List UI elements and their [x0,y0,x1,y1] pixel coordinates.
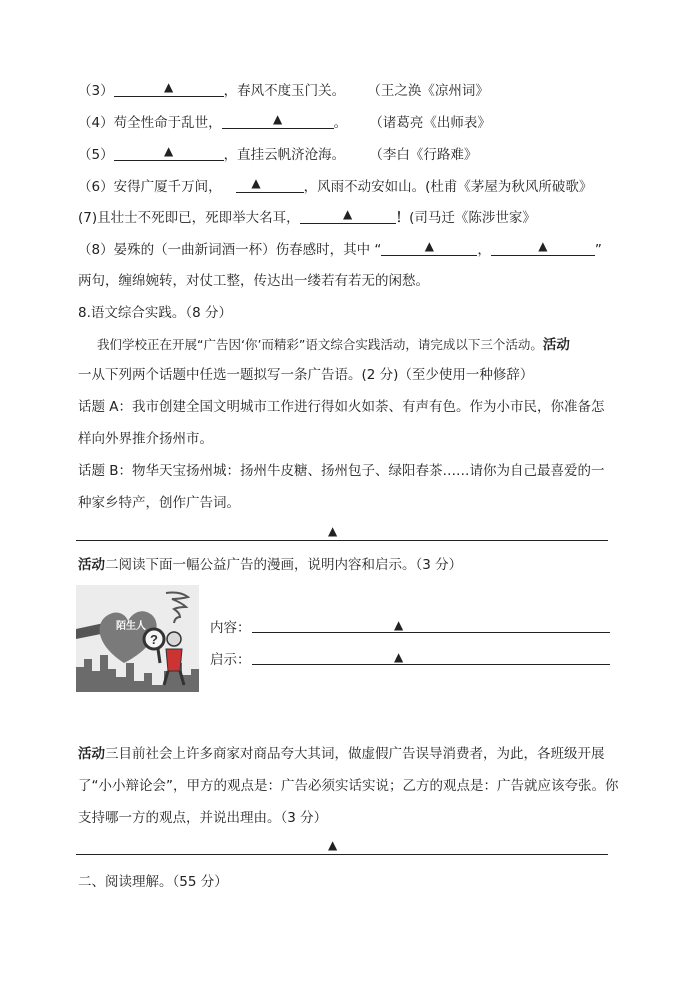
q7-source: (司马迁《陈涉世家》 [409,210,536,226]
marker-triangle-icon: ▲ [424,239,434,253]
section-2-title: 二、阅读理解。（55 分） [78,874,228,890]
marker-triangle-icon: ▲ [394,650,404,664]
topic-a-line2: 样向外界推介扬州市。 [78,431,213,447]
q8-before: （8）晏殊的（一曲新词酒一杯）伤春感时，其中 “ [78,242,382,258]
activity-2-text: 二阅读下面一幅公益广告的漫画，说明内容和启示。（3 分） [105,557,463,573]
answer-line-1[interactable] [76,539,608,541]
q4-blank[interactable] [222,113,334,129]
marker-triangle-icon: ▲ [272,112,283,126]
q4-number: （4） [78,115,114,131]
activity-1-text: 一从下列两个话题中任选一题拟写一条广告语。(2 分)（至少使用一种修辞） [78,367,534,383]
cartoon-image [76,585,199,692]
activity-3-line3: 支持哪一方的观点，并说出理由。（3 分） [78,810,328,826]
q7-blank[interactable] [300,208,396,224]
q4-after: 。 [333,115,348,131]
svg-text:?: ? [150,632,158,647]
q7-before: (7)且壮士不死即已，死即举大名耳， [78,210,300,226]
marker-triangle-icon: ▲ [538,239,548,253]
marker-triangle-icon: ▲ [343,207,353,221]
intro-text: 我们学校正在开展“广告因‘你’而精彩”语文综合实践活动，请完成以下三个活动。 [97,337,543,352]
q3-source: （王之涣《凉州词》 [367,83,489,99]
content-label: 内容： [210,620,251,636]
poem-q8 [78,240,602,260]
marker-triangle-icon: ▲ [163,144,174,158]
activity-intro [97,335,570,355]
poem-q7 [78,208,536,228]
q3-blank[interactable] [114,81,224,97]
q6-number: （6） [78,179,114,195]
activity-3-label: 活动 [78,746,105,762]
activity-2 [78,555,462,575]
q5-after: ，直挂云帆济沧海。 [223,147,346,163]
cartoon-label: 陌生人 [116,621,146,632]
q5-number: （5） [78,147,114,163]
q5-blank[interactable] [114,145,224,161]
q5-source: （李白《行路难》 [369,147,478,163]
q7-after: ！ [395,210,410,226]
activity-3-line2: 了“小小辩论会”，甲方的观点是：广告必须实话实说；乙方的观点是：广告就应该夸张。你 [78,778,619,794]
question-8-title: 8.语文综合实践。（8 分） [78,305,233,321]
insight-label: 启示： [210,652,251,668]
q4-before: 苟全性命于乱世， [113,115,222,131]
poem-q3 [78,81,489,101]
q8-line2: 两句，缠绵婉转，对仗工整，传达出一缕若有若无的闲愁。 [78,273,429,289]
q3-number: （3） [78,83,114,99]
q8-mid: ， [477,242,491,258]
q6-before: 安得广厦千万间， [113,179,222,195]
marker-triangle-icon: ▲ [328,838,338,852]
activity-1-label: 活动 [542,337,570,353]
topic-a-line1: 话题 A：我市创建全国文明城市工作进行得如火如荼、有声有色。作为小市民，你准备怎 [78,399,605,415]
q6-source: (杜甫《茅屋为秋风所破歌》 [425,179,593,195]
q8-blank-1[interactable] [381,240,477,256]
marker-triangle-icon: ▲ [394,618,404,632]
topic-b-line2: 种家乡特产，创作广告词。 [78,495,240,511]
q6-blank[interactable] [236,177,304,193]
insight-answer-line[interactable] [252,664,610,665]
q8-after: ” [594,242,602,258]
activity-3-text: 三目前社会上许多商家对商品夸大其词，做虚假广告误导消费者，为此，各班级开展 [105,746,605,762]
q3-after: ，春风不度玉门关。 [223,83,346,99]
poem-q5 [78,145,477,165]
public-service-ad-cartoon [76,585,199,692]
answer-line-3[interactable] [76,853,608,855]
q6-after: ，风雨不动安如山。 [303,179,426,195]
marker-triangle-icon: ▲ [163,80,174,94]
marker-triangle-icon: ▲ [328,524,338,538]
content-answer-line[interactable] [252,632,610,633]
q4-source: （诸葛亮《出师表》 [369,115,491,131]
activity-2-label: 活动 [78,557,105,573]
q8-blank-2[interactable] [491,240,595,256]
poem-q6 [78,177,592,197]
activity-3-line1 [78,744,605,764]
marker-triangle-icon: ▲ [251,176,261,190]
poem-q4 [78,113,491,133]
topic-b-line1: 话题 B：物华天宝扬州城：扬州牛皮糖、扬州包子、绿阳春茶……请你为自己最喜爱的一 [78,463,605,479]
